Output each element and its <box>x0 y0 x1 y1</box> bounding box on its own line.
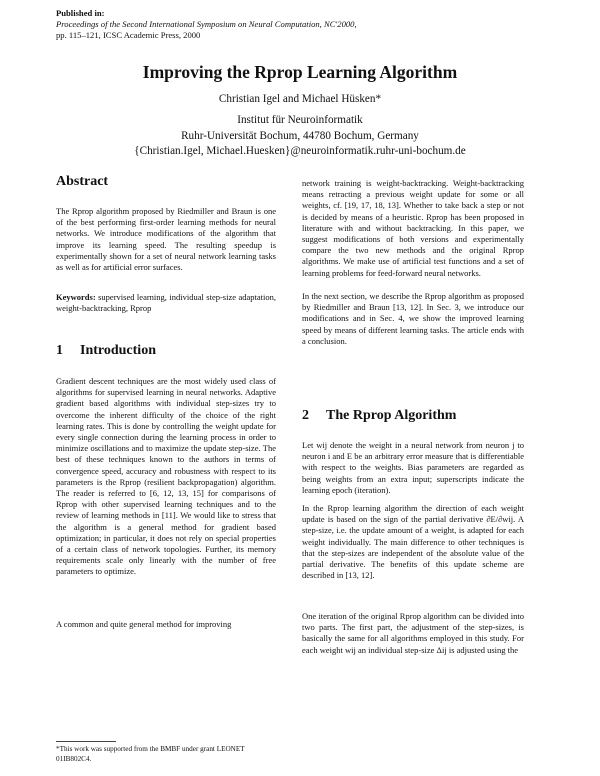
published-label: Published in: <box>56 8 105 18</box>
section-number: 1 <box>56 343 63 358</box>
footnote: *This work was supported from the BMBF under grant LEONET 01IB802C4. <box>56 745 245 763</box>
institute: Institut für Neuroinformatik <box>237 114 363 126</box>
rprop-paragraph-2: In the Rprop learning algorithm the direction of each weight update is based on the sign of the partial derivative ∂E/∂wij. A step-size, i.e. the update amount of a weight, is adapted for each weight individually. The main difference to other techniques is that the step-sizes are independent of the absolute value of the partial derivative. The benefits of this update scheme are described in [13, 12]. <box>302 503 524 581</box>
intro-paragraph-4: In the next section, we describe the Rprop algorithm as proposed by Riedmiller and Braun [13, 12]. In Sec. 3, we introduce our modifications and in Sec. 4, we show the improved learning speed by means of different learning tasks. The article ends with a conclusion. <box>302 291 524 346</box>
keywords-text: supervised learning, individual step-size adaptation, weight-backtracking, Rprop <box>56 292 276 314</box>
publication-info <box>56 8 556 41</box>
keywords <box>56 292 276 314</box>
section-introduction-heading <box>56 343 156 359</box>
paper-title: Improving the Rprop Learning Algorithm <box>142 62 458 82</box>
venue-text: Proceedings of the Second International Symposium on Neural Computation, NC'2000, <box>56 19 357 29</box>
university: Ruhr-Universität Bochum, 44780 Bochum, Germany <box>181 129 419 142</box>
section-title: The Rprop Algorithm <box>326 408 457 423</box>
intro-paragraph-3: network training is weight-backtracking. Weight-backtracking means retracting a previous weight update for some or all weights, cf. [19, 17, 18, 13]. Whether to take back a step or not is decided by means of a heuristic. Rprop has been proposed in literature with and without backtracking. In this paper, we suggest modifications of both versions and experimentally compare the two new methods and the original Rprop algorithms. We make use of artificial test functions and a set of learning problems for feed-forward neural networks. <box>302 178 524 278</box>
rprop-paragraph-1: Let wij denote the weight in a neural network from neuron j to neuron i and E be an arbitrary error measure that is differentiable with respect to the weights. Bias parameters are regarded as being weights from an extra input; superscripts indicate the learning epoch (iteration). <box>302 440 524 495</box>
pages-text: pp. 115–121, ICSC Academic Press, 2000 <box>56 30 201 40</box>
abstract-text: The Rprop algorithm proposed by Riedmiller and Braun is one of the best performing first-order learning methods for neural networks. We introduce modifications of the algorithm that improve its learning speed. The resulting speedup is experimentally shown for a set of neural network learning tasks as well as for artificial error surfaces. <box>56 206 276 273</box>
keywords-label: Keywords: <box>56 292 96 302</box>
footnote-rule <box>56 741 116 742</box>
intro-paragraph-1: Gradient descent techniques are the most widely used class of algorithms for supervised learning in neural networks. Adaptive gradient based algorithms with individual step-sizes try to overcome the inherent difficulty of the choice of the right learning rates. This is done by controlling the weight update for every single connection during the learning process in order to minimize oscillations and to maximize the update step-size. The best of these techniques known to the authors in terms of convergence speed, accuracy and robustness with respect to its parameters is the Rprop (resilient backpropagation) algorithm. The reader is referred to [6, 12, 13, 15] for comparisons of Rprop with other supervised learning techniques and to the review of learning methods in [11]. We would like to stress that the algorithm is a general method for gradient based optimization; in particular, it does not rely on special properties of a certain class of network topologies. Further, its memory requirements scale only linearly with the number of free parameters to optimize. <box>56 376 276 577</box>
section-title: Introduction <box>80 343 156 358</box>
section-number: 2 <box>302 408 309 423</box>
section-rprop-heading <box>302 408 456 424</box>
intro-paragraph-2: A common and quite general method for improving <box>56 619 232 629</box>
authors: Christian Igel and Michael Hüsken* <box>218 93 382 105</box>
rprop-paragraph-3: One iteration of the original Rprop algorithm can be divided into two parts. The first part, the adjustment of the step-sizes, is basically the same for all algorithms employed in this study. For each weight wij an individual step-size Δij is adjusted using the <box>302 611 524 655</box>
abstract-heading: Abstract <box>56 174 109 189</box>
email: {Christian.Igel, Michael.Huesken}@neuroinformatik.ruhr-uni-bochum.de <box>134 145 466 157</box>
affiliation <box>0 113 600 160</box>
